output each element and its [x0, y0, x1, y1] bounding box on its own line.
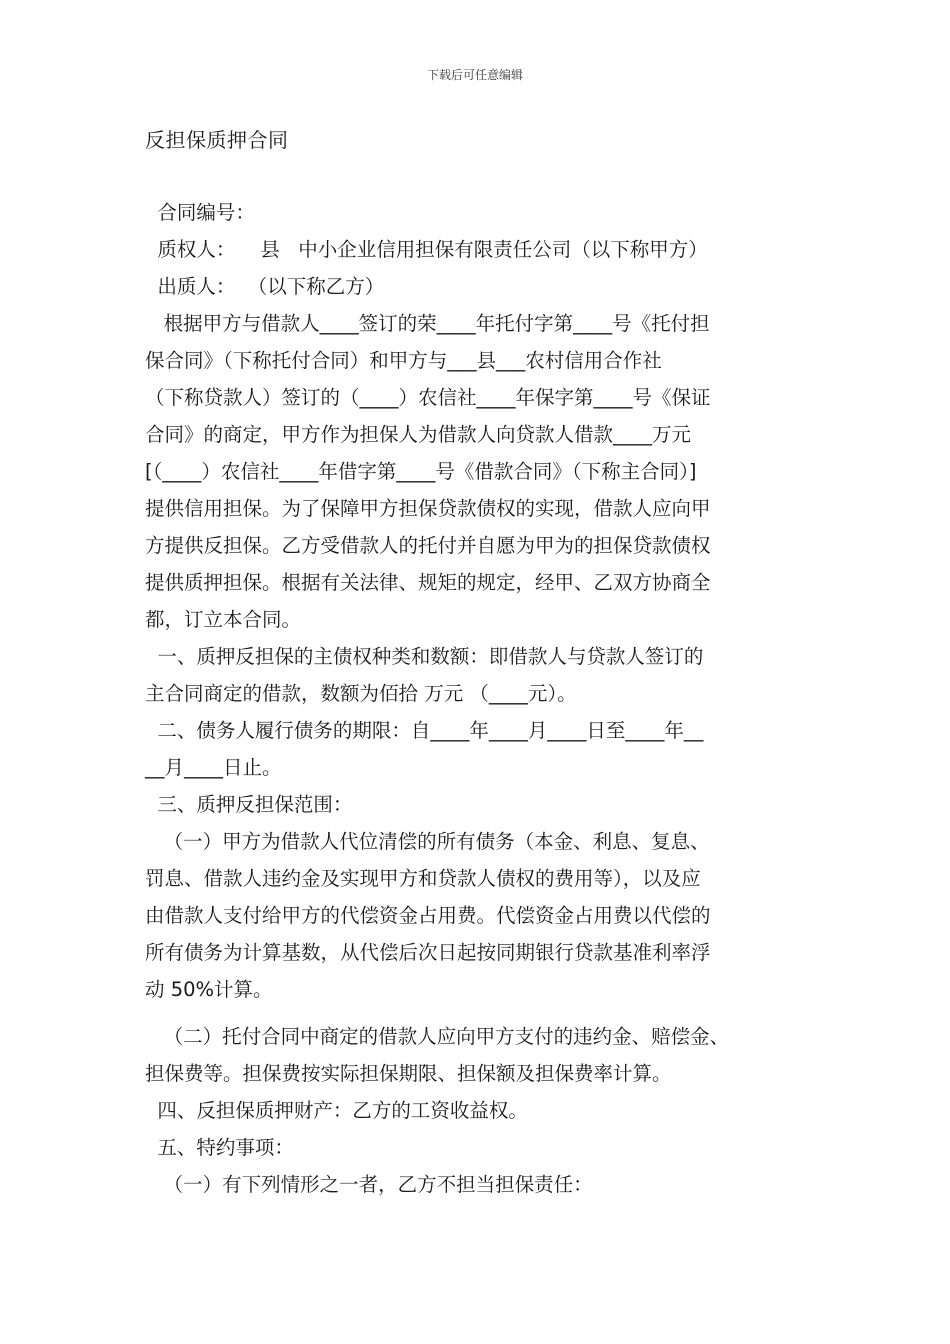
- text-line: 合同》的商定，甲方作为担保人为借款人向贷款人借款____万元: [145, 423, 692, 446]
- text-line: __月____日止。: [145, 756, 282, 779]
- text-line: 所有债务为计算基数，从代偿后次日起按同期银行贷款基准利率浮: [145, 941, 711, 964]
- page-header: 下载后可任意编辑: [426, 68, 523, 82]
- text-line: 根据甲方与借款人____签订的荣____年托付字第____号《托付担: [145, 312, 710, 335]
- text-line: 主合同商定的借款，数额为佰拾 万元 （____元）。: [145, 682, 577, 705]
- text-line: 二、债务人履行债务的期限：自____年____月____日至____年__: [145, 719, 704, 742]
- text-line: 质权人： 县 中小企业信用担保有限责任公司（以下称甲方）: [145, 238, 708, 261]
- text-line: （下称贷款人）签订的（____）农信社____年保字第____号《保证: [145, 386, 711, 409]
- text-line: 动 50%计算。: [145, 978, 273, 1001]
- text-line: （一）甲方为借款人代位清偿的所有债务（本金、利息、复息、: [145, 830, 710, 853]
- document-title: 反担保质押合同: [145, 128, 289, 152]
- text-line: （一）有下列情形之一者，乙方不担当担保责任：: [145, 1173, 593, 1196]
- text-line: 保合同》（下称托付合同）和甲方与___县___农村信用合作社: [145, 349, 662, 372]
- text-line: 提供质押担保。根据有关法律、规矩的规定，经甲、乙双方协商全: [145, 571, 711, 594]
- paragraph-gap: [145, 1008, 825, 1018]
- text-line: 一、质押反担保的主债权种类和数额：即借款人与贷款人签订的: [145, 645, 704, 668]
- text-line: （二）托付合同中商定的借款人应向甲方支付的违约金、赔偿金、: [145, 1025, 730, 1048]
- text-line: 罚息、借款人违约金及实现甲方和贷款人债权的费用等），以及应: [145, 867, 701, 890]
- text-line: 合同编号：: [145, 201, 255, 224]
- text-line: 出质人： （以下称乙方）: [145, 275, 385, 298]
- text-line: 五、特约事项：: [145, 1136, 294, 1159]
- text-line: [（____）农信社____年借字第____号《借款合同》（下称主合同）]: [145, 460, 697, 483]
- text-line: 提供信用担保。为了保障甲方担保贷款债权的实现，借款人应向甲: [145, 497, 711, 520]
- text-line: 担保费等。担保费按实际担保期限、担保额及担保费率计算。: [145, 1062, 672, 1085]
- text-line: 四、反担保质押财产：乙方的工资收益权。: [145, 1099, 528, 1122]
- contract-body: [145, 194, 825, 1203]
- text-line: 由借款人支付给甲方的代偿资金占用费。代偿资金占用费以代偿的: [145, 904, 711, 927]
- text-line: 三、质押反担保范围：: [145, 793, 353, 816]
- text-line: 方提供反担保。乙方受借款人的托付并自愿为甲为的担保贷款债权: [145, 534, 711, 557]
- text-line: 都，订立本合同。: [145, 608, 302, 631]
